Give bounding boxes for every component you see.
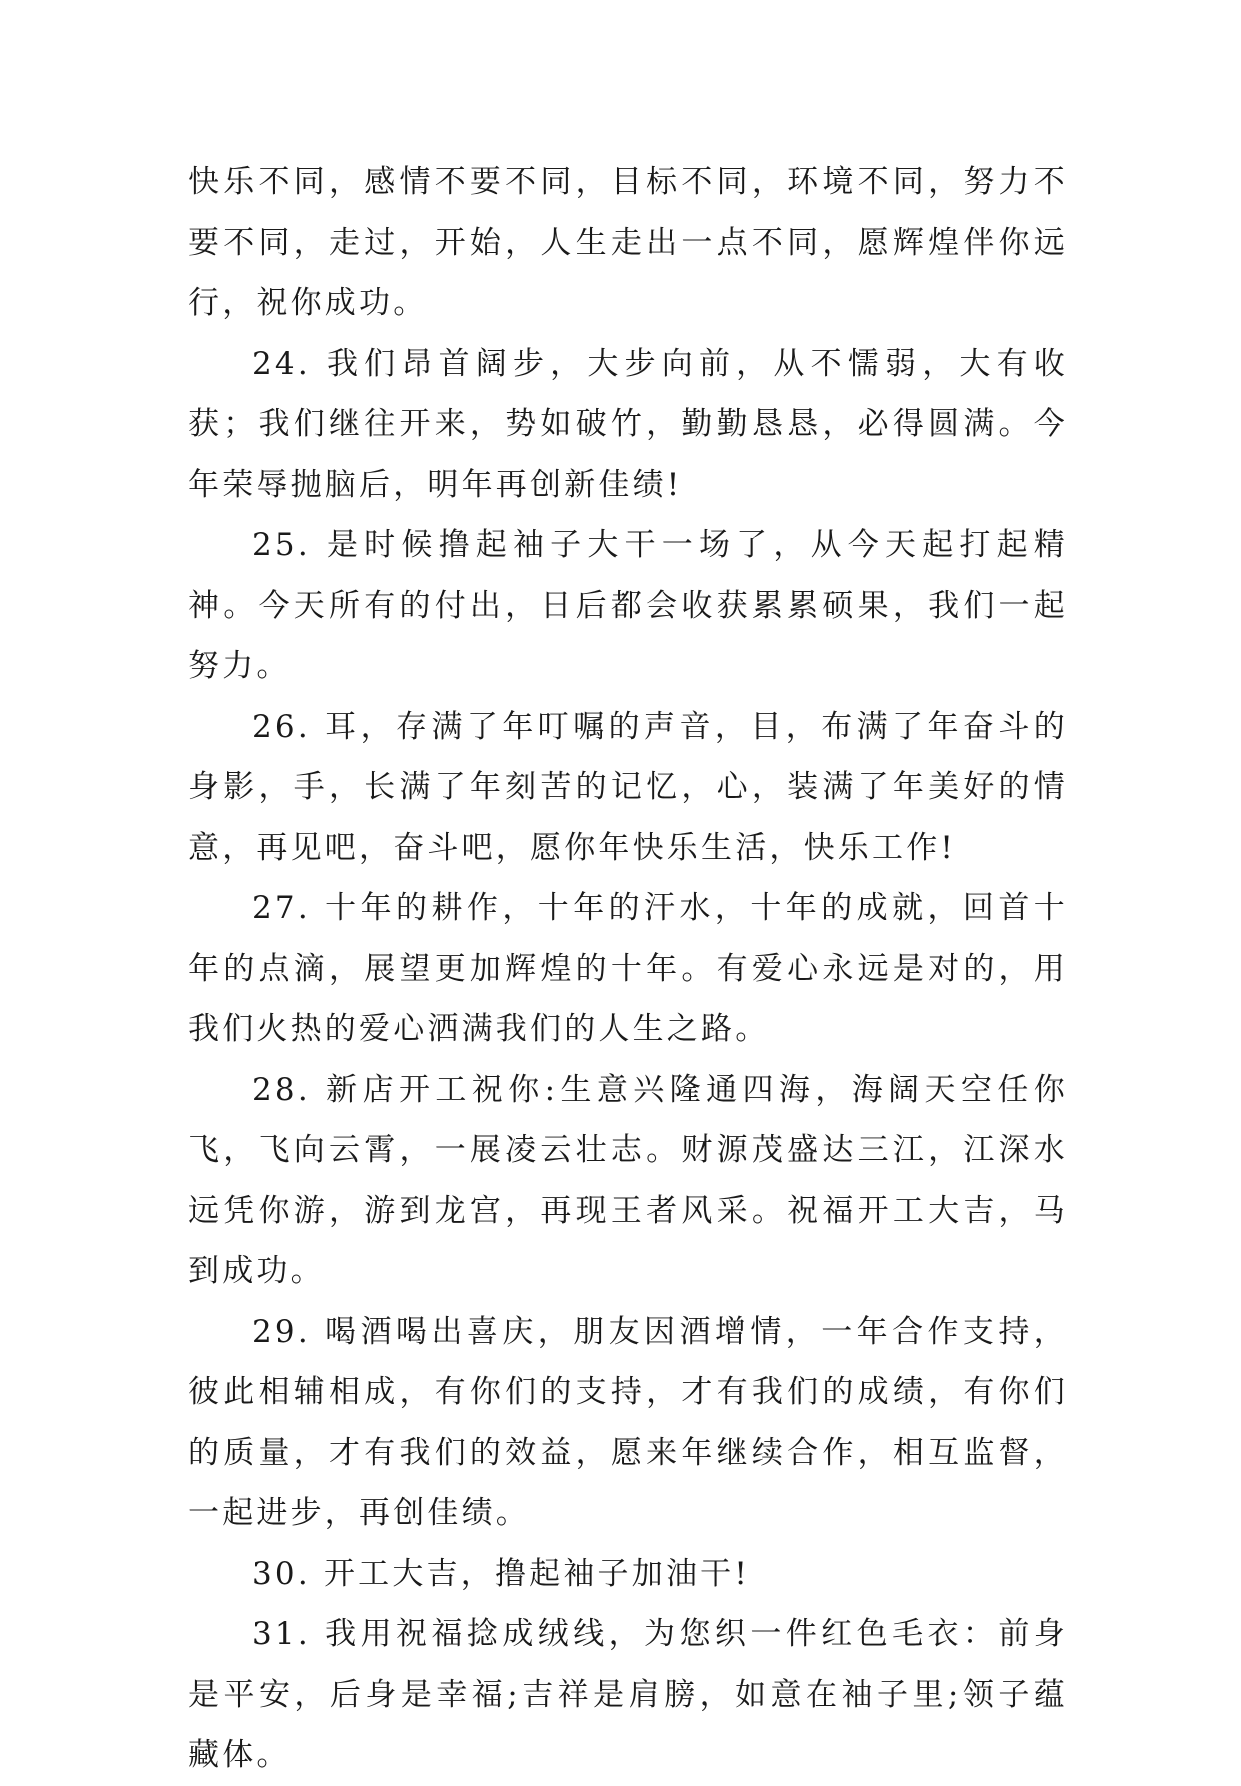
paragraph-item-30: 30. 开工大吉，撸起袖子加油干! bbox=[252, 1555, 751, 1592]
paragraph-item-26: 26. 耳，存满了年叮嘱的声音，目，布满了年奋斗的身影，手，长满了年刻苦的记忆，心，装满了年美好的情意，再见吧，奋斗吧，愿你年快乐生活，快乐工作! bbox=[188, 708, 1068, 866]
paragraph-item-24: 24. 我们昂首阔步，大步向前，从不懦弱，大有收获；我们继往开来，势如破竹，勤勤恳恳，必得圆满。今年荣辱抛脑后，明年再创新佳绩! bbox=[188, 345, 1068, 503]
paragraph-item-31: 31. 我用祝福捻成绒线，为您织一件红色毛衣：前身是平安，后身是幸福;吉祥是肩膀，如意在袖子里;领子蕴藏体。 bbox=[188, 1616, 1068, 1773]
document-page bbox=[188, 152, 1068, 1786]
paragraph-item-25: 25. 是时候撸起袖子大干一场了，从今天起打起精神。今天所有的付出，日后都会收获累累硕果，我们一起努力。 bbox=[188, 527, 1068, 684]
paragraph-continuation: 快乐不同，感情不要不同，目标不同，环境不同，努力不要不同，走过，开始，人生走出一点不同，愿辉煌伴你远行，祝你成功。 bbox=[188, 164, 1068, 321]
paragraph-item-29: 29. 喝酒喝出喜庆，朋友因酒增情，一年合作支持，彼此相辅相成，有你们的支持，才有我们的成绩，有你们的质量，才有我们的效益，愿来年继续合作，相互监督，一起进步，再创佳绩。 bbox=[188, 1313, 1068, 1531]
paragraph-item-28: 28. 新店开工祝你:生意兴隆通四海，海阔天空任你飞，飞向云霄，一展凌云壮志。财源茂盛达三江，江深水远凭你游，游到龙宫，再现王者风采。祝福开工大吉，马到成功。 bbox=[188, 1071, 1068, 1289]
paragraph-item-27: 27. 十年的耕作，十年的汗水，十年的成就，回首十年的点滴，展望更加辉煌的十年。有爱心永远是对的，用我们火热的爱心洒满我们的人生之路。 bbox=[188, 890, 1068, 1047]
